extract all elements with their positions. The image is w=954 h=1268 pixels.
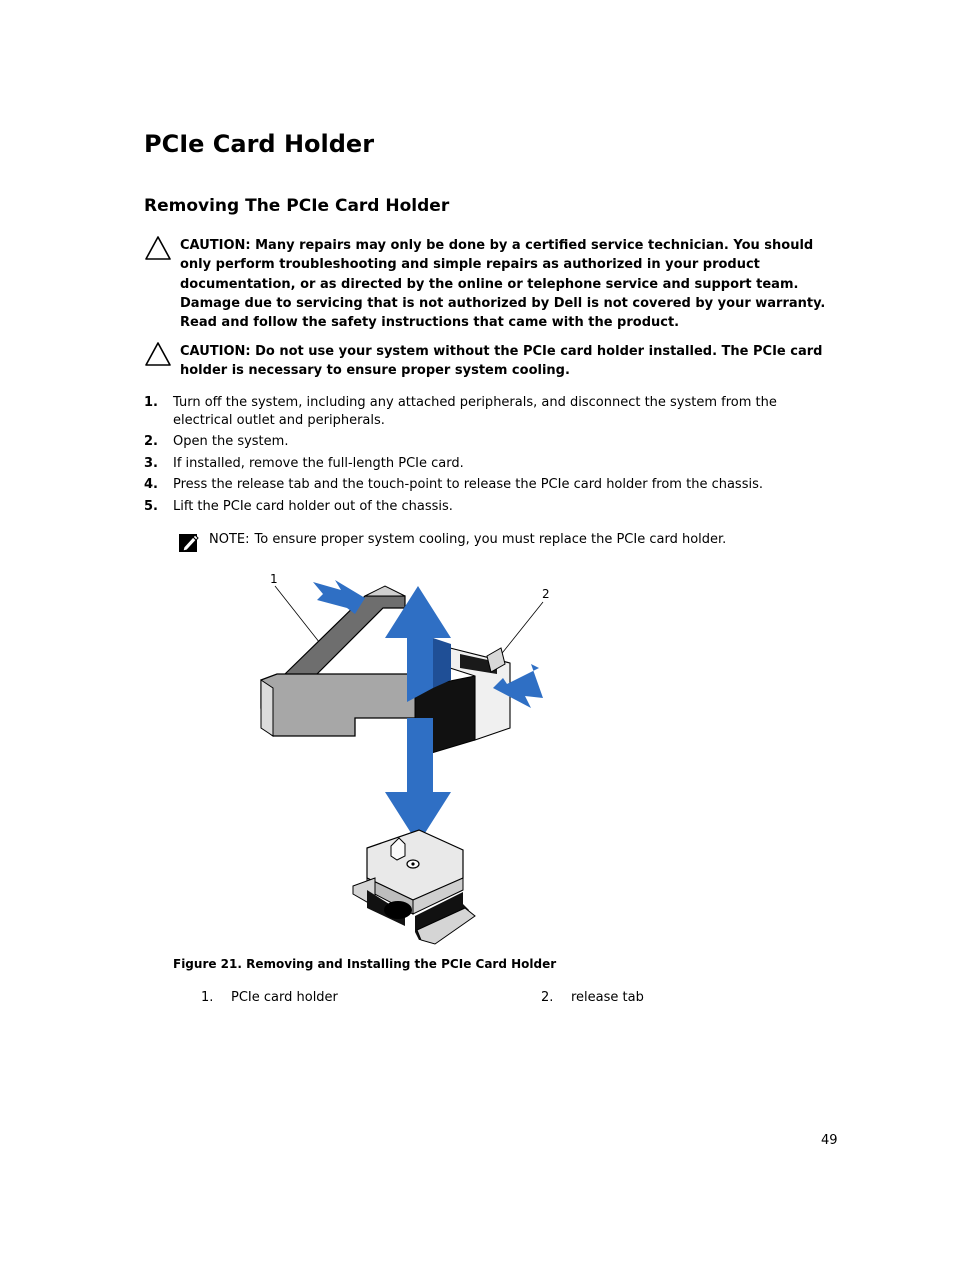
note-label: NOTE: — [209, 532, 250, 547]
legend-number: 1. — [201, 990, 214, 1005]
step-text: Turn off the system, including any attached peripherals, and disconnect the system from the electrical outlet and peripherals. — [173, 395, 777, 428]
step-text: Open the system. — [173, 434, 289, 449]
caution-text: CAUTION: Do not use your system without the PCIe card holder installed. The PCIe card holder is necessary to ensure proper system cooling. — [180, 344, 823, 379]
figure-caption: Figure 21. Removing and Installing the PCIe Card Holder — [173, 957, 557, 971]
section-title: Removing The PCIe Card Holder — [144, 196, 450, 216]
step-item — [144, 433, 834, 451]
step-item — [144, 455, 834, 473]
legend-item-1 — [201, 989, 338, 1006]
legend-number: 2. — [541, 990, 554, 1005]
caution-triangle-icon — [144, 341, 172, 367]
legend-item-2 — [541, 989, 644, 1006]
step-item — [144, 476, 834, 494]
procedure-steps — [144, 394, 834, 515]
page-title: PCIe Card Holder — [144, 130, 375, 158]
caution-block-2 — [144, 342, 844, 381]
caution-block-1 — [144, 236, 844, 332]
step-number: 1. — [144, 395, 158, 410]
chassis-mount-part — [353, 830, 475, 944]
note-block — [178, 527, 726, 553]
legend-label: release tab — [571, 990, 644, 1005]
step-text: Press the release tab and the touch-point to release the PCIe card holder from the chassis. — [173, 477, 763, 492]
page-number: 49 — [821, 1133, 838, 1148]
step-text: Lift the PCIe card holder out of the chassis. — [173, 498, 453, 514]
legend-label: PCIe card holder — [231, 990, 338, 1005]
pcie-card-holder-illustration — [255, 568, 555, 948]
step-item — [144, 498, 834, 516]
pcie-card-holder-part — [261, 586, 510, 758]
caution-triangle-icon — [144, 235, 172, 261]
step-number: 3. — [144, 455, 158, 471]
note-text: To ensure proper system cooling, you must replace the PCIe card holder. — [254, 532, 727, 547]
callout-1-label: 1 — [270, 572, 278, 586]
step-number: 2. — [144, 434, 158, 449]
step-text: If installed, remove the full-length PCIe card. — [173, 455, 464, 471]
step-number: 5. — [144, 498, 158, 514]
caution-text: CAUTION: Many repairs may only be done by a certified service technician. You should only perform troubleshooting and simple repairs as authorized in your product documentation, or as directed by the online or telephone service and support team. Damage due to servicing that is not authorized by Dell is not covered by your warranty. Read and follow the safety instructions that came with the product. — [180, 238, 826, 331]
step-number: 4. — [144, 477, 158, 492]
note-pencil-icon — [178, 531, 200, 553]
step-item — [144, 394, 834, 429]
press-touch-point-arrow-icon — [313, 580, 365, 614]
callout-2-label: 2 — [542, 587, 550, 601]
